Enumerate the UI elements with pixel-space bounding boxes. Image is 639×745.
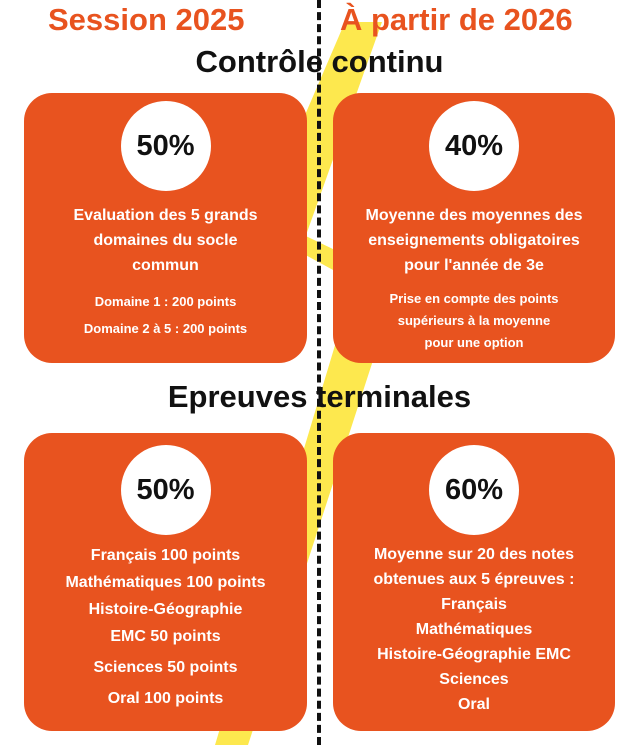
controle-continu-2026-card bbox=[333, 93, 615, 363]
controle-continu-title: Contrôle continu bbox=[195, 44, 444, 79]
card-description bbox=[339, 203, 609, 278]
card-description bbox=[339, 542, 609, 717]
description-line: Histoire-Géographie bbox=[88, 601, 243, 618]
description-line: Français bbox=[441, 596, 507, 613]
column-divider bbox=[317, 0, 321, 745]
epreuves-terminales-2026-card bbox=[333, 433, 615, 731]
description-line: domaines du socle bbox=[93, 232, 238, 249]
card-details bbox=[339, 288, 609, 354]
detail-line: supérieurs à la moyenne bbox=[397, 313, 551, 328]
percent-badge: 60% bbox=[429, 445, 519, 535]
description-line: Moyenne sur 20 des notes bbox=[373, 546, 575, 563]
description-line: Moyenne des moyennes des bbox=[365, 207, 583, 224]
percent-badge: 40% bbox=[429, 101, 519, 191]
detail-line: Prise en compte des points bbox=[389, 291, 559, 306]
description-line: Evaluation des 5 grands bbox=[73, 207, 258, 224]
percent-badge: 50% bbox=[121, 445, 211, 535]
description-line: Français 100 points bbox=[90, 547, 241, 564]
epreuves-terminales-title: Epreuves terminales bbox=[167, 379, 472, 414]
session-2025-header: Session 2025 bbox=[48, 2, 245, 37]
card-description bbox=[30, 203, 301, 278]
description-line: Mathématiques bbox=[415, 621, 533, 638]
description-line: Oral bbox=[457, 696, 490, 713]
description-line: Oral 100 points bbox=[107, 690, 224, 707]
description-line: enseignements obligatoires bbox=[368, 232, 580, 249]
description-line: Mathématiques 100 points bbox=[65, 574, 266, 591]
detail-line: Domaine 1 : 200 points bbox=[94, 294, 237, 309]
detail-line: Domaine 2 à 5 : 200 points bbox=[83, 321, 248, 336]
description-line: Sciences 50 points bbox=[93, 659, 238, 676]
from-2026-header: À partir de 2026 bbox=[340, 2, 573, 37]
detail-line: pour une option bbox=[424, 335, 524, 350]
description-line: commun bbox=[132, 257, 199, 274]
description-line: obtenues aux 5 épreuves : bbox=[373, 571, 575, 588]
description-line: EMC 50 points bbox=[110, 628, 221, 645]
description-line: Sciences bbox=[439, 671, 509, 688]
card-details bbox=[30, 288, 301, 342]
card-description bbox=[30, 542, 301, 712]
controle-continu-2025-card bbox=[24, 93, 307, 363]
description-line: pour l'année de 3e bbox=[404, 257, 544, 274]
epreuves-terminales-2025-card bbox=[24, 433, 307, 731]
description-line: Histoire-Géographie EMC bbox=[377, 646, 571, 663]
percent-badge: 50% bbox=[121, 101, 211, 191]
